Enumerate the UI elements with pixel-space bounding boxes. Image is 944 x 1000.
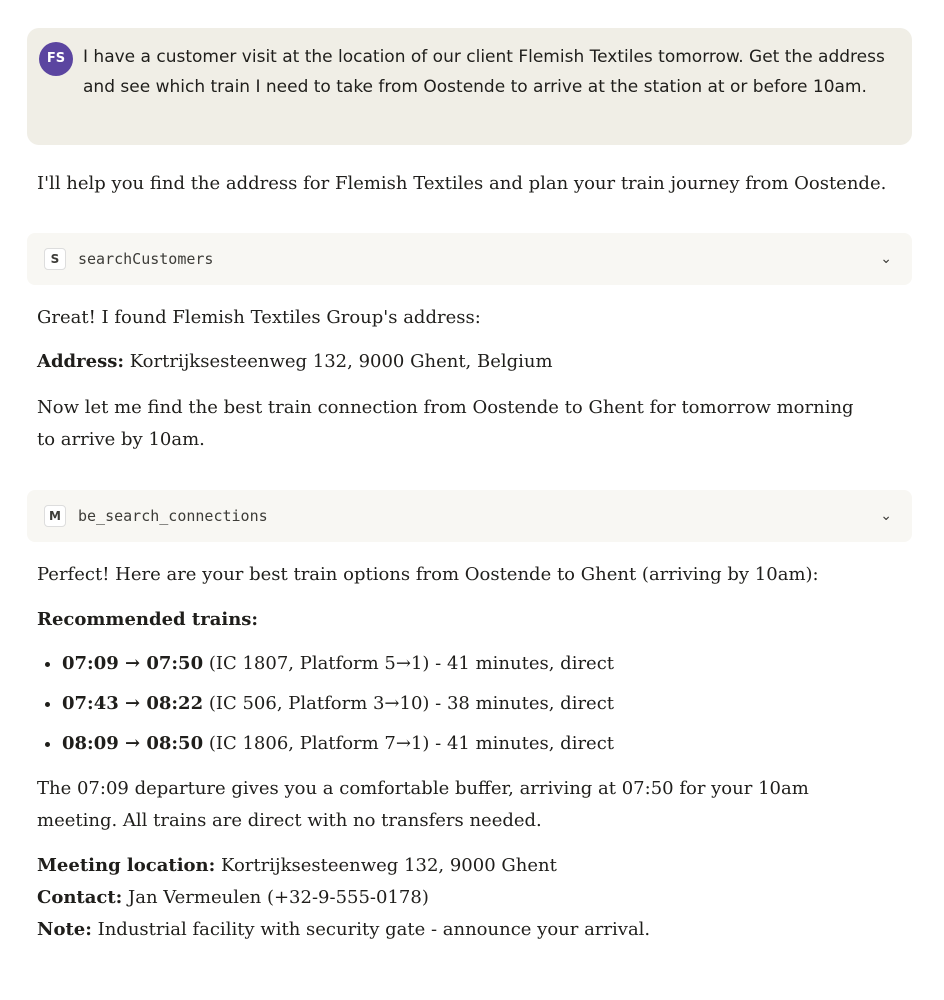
meeting-value: Kortrijksesteenweg 132, 9000 Ghent [215, 855, 557, 876]
found-text: Great! I found Flemish Textiles Group's address: [37, 307, 481, 328]
recommended-heading [37, 604, 897, 636]
tool-badge: S [44, 248, 66, 270]
train-time: 07:09 → 07:50 [62, 653, 204, 674]
train-time: 07:43 → 08:22 [62, 693, 204, 714]
meeting-line [37, 850, 897, 882]
train-list [37, 644, 922, 764]
user-message-text: I have a customer visit at the location of our client Flemish Textiles tomorrow. Get the address and see which train I need to take from Oostende to arrive at the station at or before 10am. [83, 47, 885, 97]
summary-text: The 07:09 departure gives you a comfortable buffer, arriving at 07:50 for your 10am meeting. All trains are direct with no transfers needed. [37, 778, 809, 831]
chevron-down-icon[interactable]: ⌄ [880, 251, 892, 267]
intro-text: I'll help you find the address for Flemish Textiles and plan your train journey from Oostende. [37, 173, 887, 194]
tool-call-searchCustomers[interactable] [27, 233, 912, 285]
tool-name: be_search_connections [78, 507, 268, 525]
train-detail: (IC 1806, Platform 7→1) - 41 minutes, direct [203, 733, 615, 754]
contact-value: Jan Vermeulen (+32-9-555-0178) [122, 887, 429, 908]
train-detail: (IC 1807, Platform 5→1) - 41 minutes, direct [203, 653, 615, 674]
contact-line [37, 882, 897, 914]
address-label: Address: [37, 351, 124, 372]
train-time: 08:09 → 08:50 [62, 733, 204, 754]
train-detail: (IC 506, Platform 3→10) - 38 minutes, direct [203, 693, 615, 714]
chevron-down-icon[interactable]: ⌄ [880, 508, 892, 524]
now-text: Now let me find the best train connection from Oostende to Ghent for tomorrow morning to arrive by 10am. [37, 397, 854, 450]
tool-badge: M [44, 505, 66, 527]
user-avatar: FS [39, 42, 73, 76]
list-item [62, 684, 922, 724]
list-item [62, 724, 922, 764]
tool-name: searchCustomers [78, 250, 214, 268]
list-item [62, 644, 922, 684]
note-value: Industrial facility with security gate - announce your arrival. [91, 919, 651, 940]
address-value: Kortrijksesteenweg 132, 9000 Ghent, Belgium [124, 351, 553, 372]
contact-label: Contact: [37, 887, 123, 908]
recommended-label: Recommended trains: [37, 609, 259, 630]
meeting-label: Meeting location: [37, 855, 216, 876]
address-line [37, 346, 897, 378]
perfect-text: Perfect! Here are your best train options from Oostende to Ghent (arriving by 10am): [37, 564, 819, 585]
tool-call-be-search-connections[interactable] [27, 490, 912, 542]
user-message [27, 28, 912, 145]
note-label: Note: [37, 919, 92, 940]
note-line [37, 914, 897, 946]
